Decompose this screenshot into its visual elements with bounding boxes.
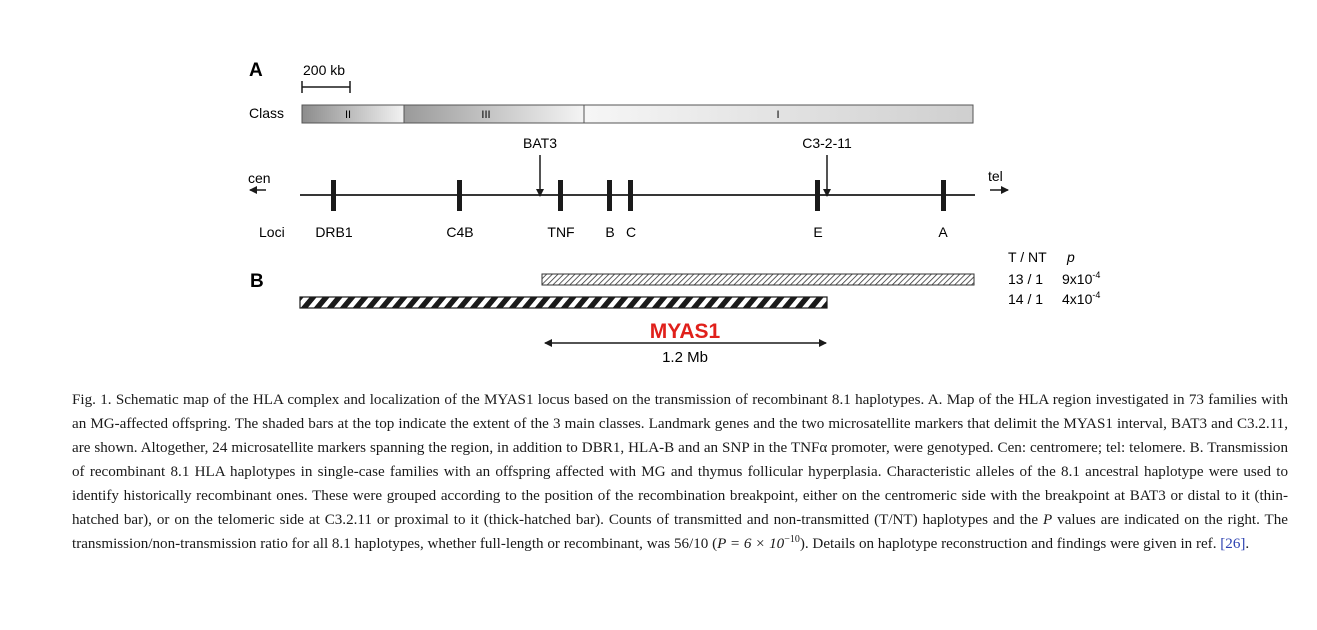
locus-label-c: C	[625, 224, 637, 240]
thin-hatched-bar	[542, 274, 974, 285]
class-iii-bar	[404, 105, 584, 123]
myas1-label: MYAS1	[649, 320, 721, 343]
marker-bat3-label: BAT3	[523, 135, 557, 151]
tel-label: tel	[988, 168, 1003, 184]
locus-label-tnf: TNF	[547, 224, 575, 240]
panel-b-label: B	[250, 271, 264, 292]
caption-end: .	[1245, 536, 1250, 552]
locus-tick-b	[607, 180, 612, 211]
locus-tick-drb1	[331, 180, 336, 211]
class-i-label: I	[776, 109, 780, 121]
class-ii-label: II	[344, 109, 352, 121]
caption-p-exponent: −10	[784, 533, 800, 545]
panel-a-label: A	[249, 60, 263, 81]
loci-label: Loci	[259, 224, 285, 240]
locus-tick-c4b	[457, 180, 462, 211]
caption-part2: values are indicated on the right. The transmission/non-transmission ratio for all 8.1 haplotypes, whether full-length or recombinant, was 56/10 (	[72, 512, 1288, 552]
cen-label: cen	[248, 170, 271, 186]
scale-label: 200 kb	[303, 62, 346, 78]
scale-bar	[302, 81, 350, 93]
table-header-p: p	[1067, 249, 1075, 265]
caption-part3: ). Details on haplotype reconstruction and findings were given in ref.	[799, 536, 1221, 552]
locus-tick-c	[628, 180, 633, 211]
locus-label-c4b: C4B	[446, 224, 474, 240]
row1-tnt: 13 / 1	[1008, 271, 1044, 287]
locus-tick-tnf	[558, 180, 563, 211]
row2-tnt: 14 / 1	[1008, 291, 1044, 307]
locus-label-a: A	[938, 224, 948, 240]
locus-tick-e	[815, 180, 820, 211]
class-label: Class	[249, 105, 285, 121]
figure-caption	[72, 388, 1288, 556]
locus-label-e: E	[813, 224, 823, 240]
locus-tick-a	[941, 180, 946, 211]
locus-label-b: B	[605, 224, 615, 240]
caption-p-value: P = 6 × 10	[717, 536, 785, 552]
caption-p-italic: P	[1042, 512, 1053, 528]
class-ii-bar	[302, 105, 404, 123]
marker-c3-2-11-label: C3-2-11	[802, 135, 852, 151]
row1-p: $9x10^{-4}$	[1062, 270, 1101, 287]
interval-label: 1.2 Mb	[662, 349, 708, 366]
row2-p: $4x10^{-4}$	[1062, 290, 1101, 307]
class-iii-label: III	[481, 109, 491, 121]
caption-part1: Fig. 1. Schematic map of the HLA complex and localization of the MYAS1 locus based on the transmission of recombinant 8.1 haplotypes. A. Map of the HLA region investigated in 73 families with an MG-affected offspring. The shaded bars at the top indicate the extent of the 3 main classes. Landmark genes and the two microsatellite markers that delimit the MYAS1 interval, BAT3 and C3.2.11, are shown. Altogether, 24 microsatellite markers spanning the region, in addition to DBR1, HLA-B and an SNP in the TNFα promoter, were genotyped. Cen: centromere; tel: telomere. B. Transmission of recombinant 8.1 HLA haplotypes in single-case families with an offspring affected with MG and thymus follicular hyperplasia. Characteristic alleles of the 8.1 ancestral haplotype were used to identify historically recombinant ones. These were grouped according to the position of the recombination breakpoint, either on the centromeric side with the breakpoint at BAT3 or distal to it (thin-hatched bar), or on the telomeric side at C3.2.11 or proximal to it (thick-hatched bar). Counts of transmitted and non-transmitted (T/NT) haplotypes and the	[72, 392, 1288, 528]
reference-link[interactable]: [26]	[1220, 536, 1246, 552]
locus-label-drb1: DRB1	[315, 224, 353, 240]
thick-hatched-bar	[300, 297, 827, 308]
table-header-tnt: T / NT	[1008, 249, 1047, 265]
